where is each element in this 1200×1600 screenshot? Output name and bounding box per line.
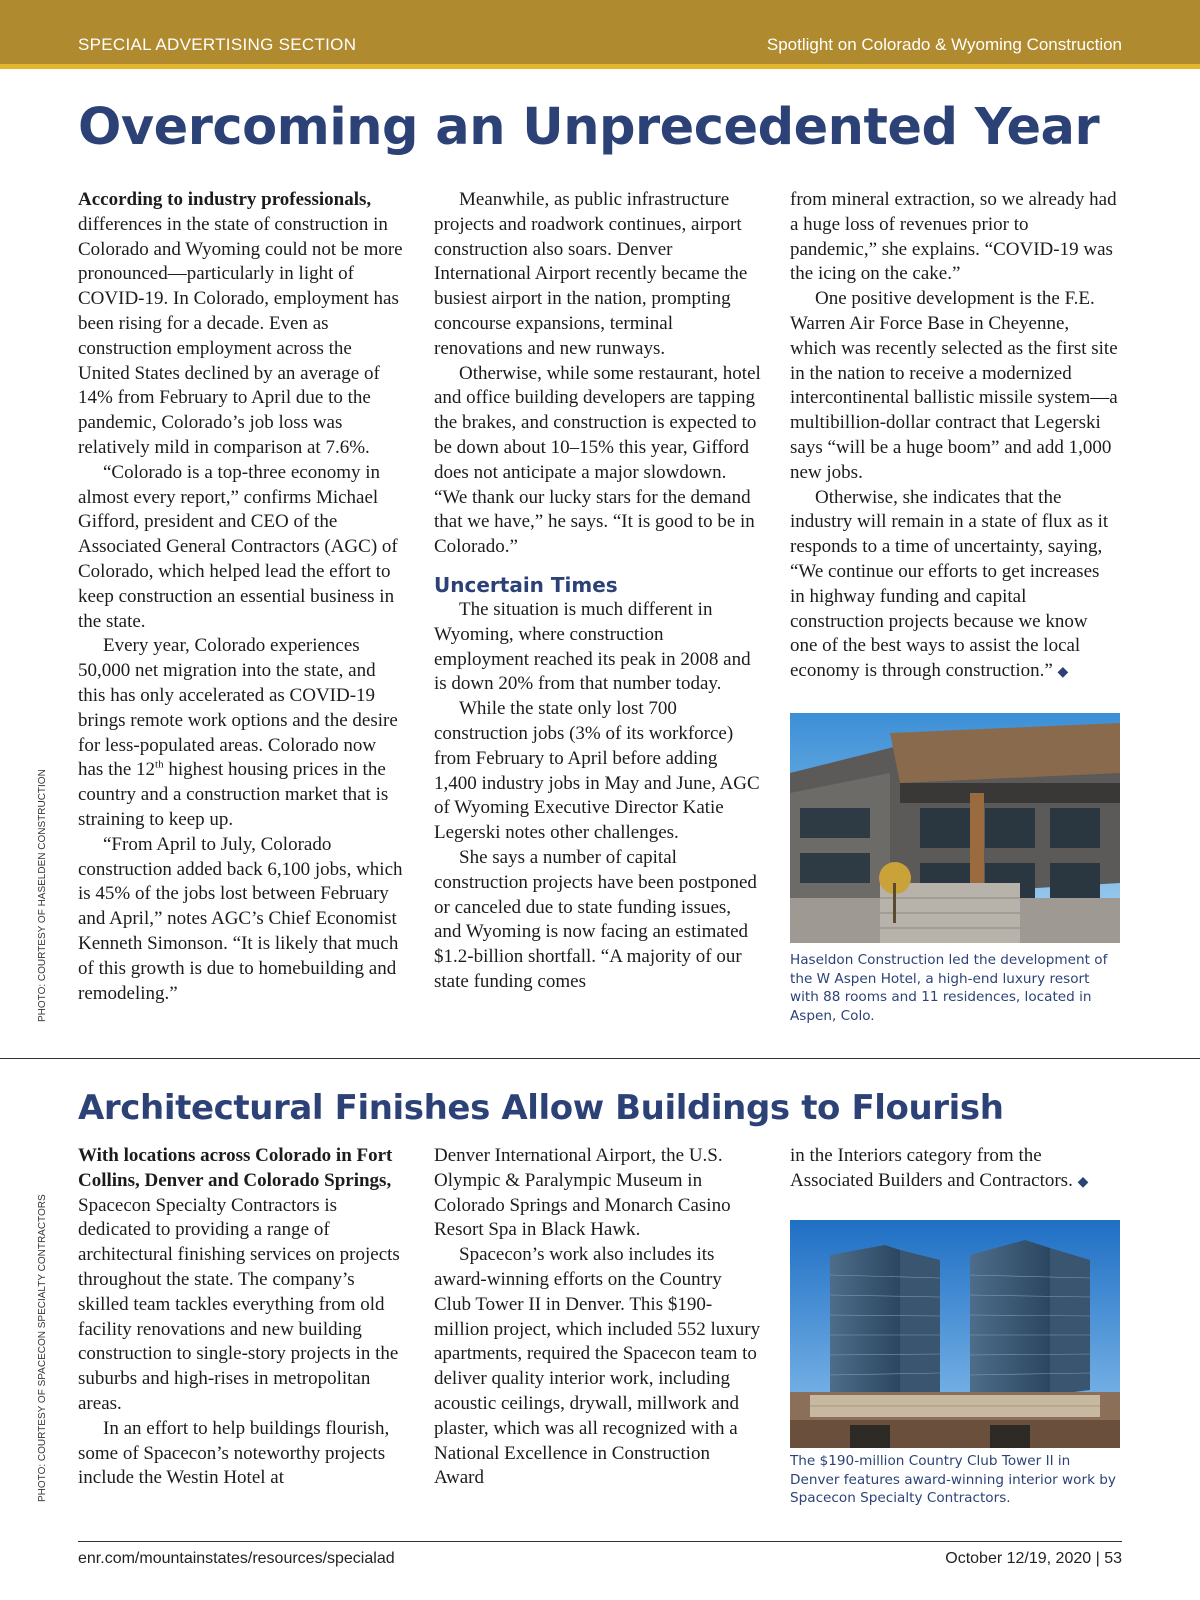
article1-lead: According to industry professionals,	[78, 189, 372, 210]
article1-col2-p3: The situation is much different in Wyoming, where construction employment reached its peak in 2008 and is down 20% from that number today.	[434, 598, 751, 695]
article2-col3-p1: in the Interiors category from the Associated Builders and Contractors. ◆	[790, 1145, 1089, 1191]
article1-col2-p1: Meanwhile, as public infrastructure projects and roadwork continues, airport construction also soars. Denver International Airport recently became the busiest airport in the nation, prompting concourse expansions, terminal renovations and new runways.	[434, 189, 748, 359]
article1-col1-p1: According to industry professionals, differences in the state of construction in Colorado and Wyoming could not be more pronounced—particularly in light of COVID-19. In Colorado, employment has been rising for a decade. Even as construction employment across the United States declined by an average of 14% from February to April due to the pandemic, Colorado’s job loss was relatively mild in comparison at 7.6%.	[78, 189, 403, 458]
article1-col1-p4: “From April to July, Colorado construction added back 6,100 jobs, which is 45% of the jobs lost between February and April,” notes AGC’s Chief Economist Kenneth Simonson. “It is likely that much of this growth is due to homebuilding and remodeling.”	[78, 833, 403, 1004]
article1-col3-p2: One positive development is the F.E. Warren Air Force Base in Cheyenne, which was recently selected as the first site in the nation to receive a modernized intercontinental ballistic missile system—a multibillion-dollar contract that Legerski says “will be a huge boom” and add 1,000 new jobs.	[790, 288, 1118, 483]
article2-col2-p1: Denver International Airport, the U.S. Olympic & Paralympic Museum in Colorado Springs and Monarch Casino Resort Spa in Black Hawk.	[434, 1145, 731, 1241]
article1-column-3	[790, 188, 1118, 686]
article1-col1-p2: “Colorado is a top-three economy in almost every report,” confirms Michael Gifford, president and CEO of the Associated General Contractors (AGC) of Colorado, which helped lead the effort to keep construction an essential business in the state.	[78, 461, 398, 632]
article2-column-2	[434, 1144, 762, 1491]
article1-subhead: Uncertain Times	[434, 572, 618, 597]
photo-credit-1: PHOTO: COURTESY OF HASELDEN CONSTRUCTION	[37, 769, 48, 1022]
article1-col3-p1: from mineral extraction, so we already had a huge loss of revenues prior to pandemic,” she explains. “COVID-19 was the icing on the cake.”	[790, 189, 1117, 285]
article2-col1-p2: In an effort to help buildings flourish, some of Spacecon’s noteworthy projects include the Westin Hotel at	[78, 1417, 390, 1489]
tower-photo-caption: The $190-million Country Club Tower II in Denver features award-winning interior work by Spacecon Specialty Contractors.	[790, 1453, 1116, 1506]
article1-column-2	[434, 188, 762, 995]
article1-col2-p5: She says a number of capital construction projects have been postponed or canceled due to state funding issues, and Wyoming is now facing an estimated $1.2-billion shortfall. “A majority of our state funding comes	[434, 846, 757, 992]
article2-col1-p1: With locations across Colorado in Fort Collins, Denver and Colorado Springs, Spacecon Specialty Contractors is dedicated to providing a range of architectural finishing services on projects throughout the state. The company’s skilled team tackles everything from old facility renovations and new building construction to single-story projects in the suburbs and high-rises in metropolitan areas.	[78, 1145, 400, 1414]
end-mark-icon: ◆	[1057, 665, 1069, 681]
article1-col1-p3: Every year, Colorado experiences 50,000 net migration into the state, and this has only accelerated as COVID-19 brings remote work options and the desire for less-populated areas. Colorado now has the 12th highest housing prices in the country and a construction market that is straining to keep up.	[78, 635, 398, 830]
article1-col3-p3: Otherwise, she indicates that the industry will remain in a state of flux as it responds to a time of uncertainty, saying, “We continue our efforts to get increases in highway funding and capital construction projects because we know one of the best ways to assist the local economy is through construction.” ◆	[790, 486, 1109, 682]
article1-title: Overcoming an Unprecedented Year	[78, 98, 1100, 157]
article2-column-3	[790, 1144, 1118, 1196]
article2-col2-p2: Spacecon’s work also includes its award-winning efforts on the Country Club Tower II in Denver. This $190-million project, which included 552 luxury apartments, required the Spacecon team to deliver quality interior work, including acoustic ceilings, drywall, millwork and plaster, which was all recognized with a National Excellence in Construction Award	[434, 1244, 761, 1489]
article2-lead: With locations across Colorado in Fort Collins, Denver and Colorado Springs,	[78, 1145, 393, 1191]
aspen-hotel-photo	[790, 713, 1120, 943]
article-divider	[0, 1058, 1200, 1059]
article1-col2-p2: Otherwise, while some restaurant, hotel and office building developers are tapping the brakes, and construction is expected to be down about 10–15% this year, Gifford does not anticipate a major slowdown. “We thank our lucky stars for the demand that we have,” he says. “It is good to be in Colorado.”	[434, 362, 761, 558]
end-mark-icon: ◆	[1077, 1174, 1089, 1190]
footer-url: enr.com/mountainstates/resources/specialad	[78, 1550, 395, 1567]
country-club-tower-photo	[790, 1220, 1120, 1448]
section-title: Spotlight on Colorado & Wyoming Construction	[766, 35, 1122, 54]
section-label: SPECIAL ADVERTISING SECTION	[78, 35, 357, 54]
article2-title: Architectural Finishes Allow Buildings to Flourish	[78, 1088, 1004, 1128]
article1-col2-p4: While the state only lost 700 construction jobs (3% of its workforce) from February to April before adding 1,400 industry jobs in May and June, AGC of Wyoming Executive Director Katie Legerski notes other challenges.	[434, 698, 760, 844]
header-accent-line	[0, 64, 1200, 69]
article1-column-1	[78, 188, 406, 1006]
article2-column-1	[78, 1144, 406, 1491]
aspen-photo-caption: Haseldon Construction led the development of the W Aspen Hotel, a high-end luxury resort with 88 rooms and 11 residences, located in Aspen, Colo.	[790, 952, 1108, 1024]
footer-date-page: October 12/19, 2020 | 53	[945, 1550, 1122, 1567]
photo-credit-2: PHOTO: COURTESY OF SPACECON SPECIALTY CONTRACTORS	[37, 1194, 48, 1502]
footer-rule	[78, 1541, 1122, 1542]
